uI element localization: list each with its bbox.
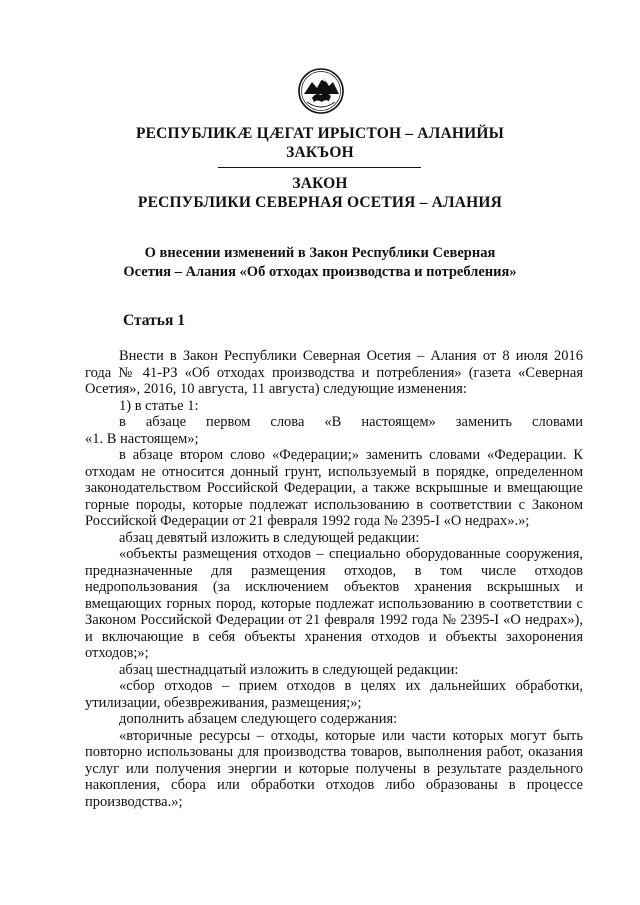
paragraph-abzac-16-intro: абзац шестнадцатый изложить в следующей редакции: [119,661,459,678]
paragraph-intro: Внести в Закон Республики Северная Осетия – Алания от 8 июля 2016 года № 41-РЗ «Об отходах производства и потребления» (газета «Северная Осетия», 2016, 10 августа, 11 августа) следующие изменения: [85,348,583,397]
paragraph-abzac-2: в абзаце втором слово «Федерации;» заменить словами «Федерации. К отходам не относится донный грунт, используемый в порядке, определенном законодательством Российской Федерации, а также вскрышные и вмещающие горные породы, которые подлежат использованию в соответствии с Законом Российской Федерации от 21 февраля 1992 года № 2395-I «О недрах».»; [85,447,583,529]
paragraph-abzac-1-cont: «1. В настоящем»; [85,430,199,447]
coat-of-arms-emblem [298,68,344,114]
ossetian-law-label: ЗАКЪОН [286,144,354,161]
document-body [85,348,583,810]
paragraph-abzac-9-text: «объекты размещения отходов – специально оборудованные сооружения, предназначенные для размещения отходов, в том числе отходов недропользования (за исключением объектов хранения вскрышных и вмещающих горных пород, которые подлежат использованию в соответствии с Законом Российской Федерации от 21 февраля 1992 года № 2395-I «О недрах»), и включающие в себя объекты хранения отходов и объекты захоронения отходов;»; [85,546,583,661]
law-label: ЗАКОН [292,175,348,192]
paragraph-addition-text: «вторичные ресурсы – отходы, которые или части которых могут быть повторно использованы для производства товаров, выполнения работ, оказания услуг или получения энергии и которые получены в результате раздельного накопления, сбора или обработки отходов либо образованы в процессе производства.»; [85,727,583,810]
ossetian-republic-title: РЕСПУБЛИКÆ ЦÆГАТ ИРЫСТОН – АЛАНИЙЫ [135,125,505,142]
republic-title: РЕСПУБЛИКИ СЕВЕРНАЯ ОСЕТИЯ – АЛАНИЯ [137,194,503,211]
paragraph-abzac-16-text: «сбор отходов – прием отходов в целях их дальнейших обработки, утилизации, обезвреживания, размещения;»; [85,678,583,711]
document-title-line2: Осетия – Алания «Об отходах производства и потребления» [123,264,517,280]
header-divider [218,167,421,168]
paragraph-item-1: 1) в статье 1: [119,397,199,414]
paragraph-abzac-9-intro: абзац девятый изложить в следующей редакции: [119,529,420,546]
paragraph-abzac-1: в абзаце первом слова «В настоящем» заменить словами [119,414,583,430]
document-title-line1: О внесении изменений в Закон Республики Северная [144,245,496,261]
article-heading: Статья 1 [123,312,185,329]
paragraph-addition-intro: дополнить абзацем следующего содержания: [119,711,398,727]
